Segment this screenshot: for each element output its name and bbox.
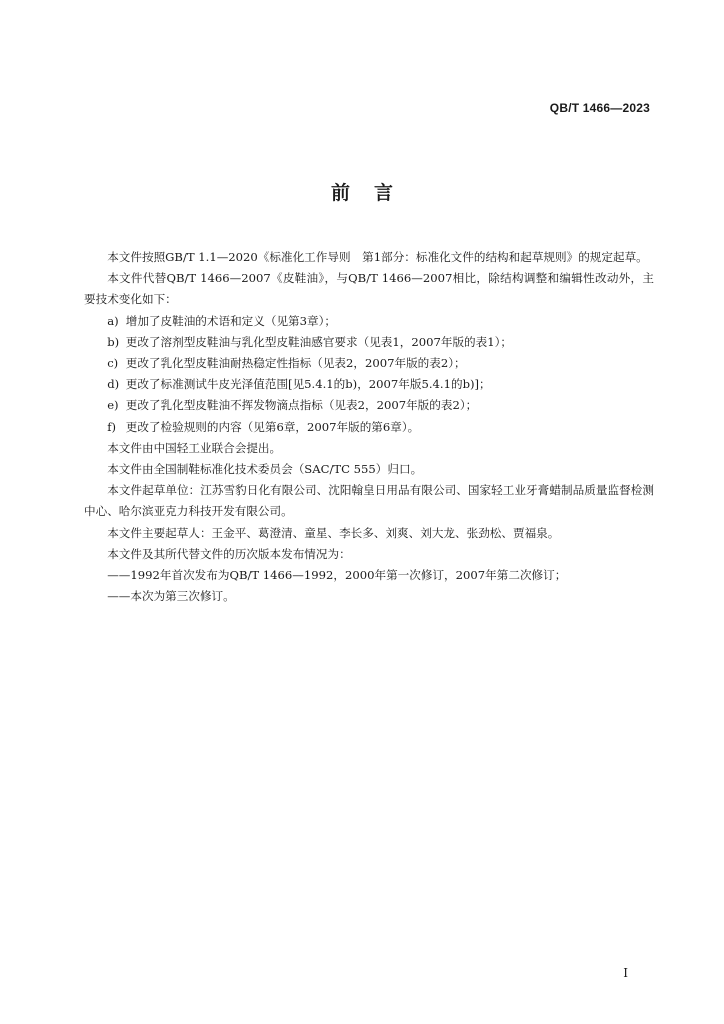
foreword-body xyxy=(84,247,654,607)
list-item xyxy=(84,332,654,353)
list-item-label: a) xyxy=(107,313,119,328)
paragraph-replacement: 本文件代替QB/T 1466—2007《皮鞋油》，与QB/T 1466—2007相比，除结构调整和编辑性改动外，主要技术变化如下： xyxy=(84,271,654,307)
list-item-label: c) xyxy=(107,356,119,371)
list-item-label: f) xyxy=(107,419,117,434)
list-item-label: b) xyxy=(107,334,120,349)
list-item-text: 更改了乳化型皮鞋油不挥发物滴点指标（见表2，2007年版的表2）； xyxy=(125,398,478,413)
list-item xyxy=(84,311,654,332)
list-item-text: 更改了乳化型皮鞋油耐热稳定性指标（见表2，2007年版的表2）； xyxy=(125,356,466,371)
list-item xyxy=(84,353,654,374)
page-title: 前言 xyxy=(330,182,417,204)
paragraph-proposed-by: 本文件由中国轻工业联合会提出。 xyxy=(107,440,282,455)
list-item-text: 增加了皮鞋油的术语和定义（见第3章）； xyxy=(125,313,336,328)
list-item-label: e) xyxy=(107,398,119,413)
paragraph-managed-by: 本文件由全国制鞋标准化技术委员会（SAC/TC 555）归口。 xyxy=(107,462,423,477)
standard-code: QB/T 1466—2023 xyxy=(549,101,650,115)
list-item xyxy=(84,417,654,438)
list-item-text: 更改了标准测试牛皮光泽值范围[见5.4.1的b)，2007年版5.4.1的b)]； xyxy=(125,377,491,392)
change-list xyxy=(84,311,654,438)
paragraph-drafting-units: 本文件起草单位：江苏雪豹日化有限公司、沈阳翰皇日用品有限公司、国家轻工业牙膏蜡制品质量监督检测中心、哈尔滨亚克力科技开发有限公司。 xyxy=(84,483,654,519)
paragraph-drafters: 本文件主要起草人：王金平、葛澄清、童星、李长多、刘爽、刘大龙、张劲松、贾福泉。 xyxy=(107,525,560,540)
list-item-text: 更改了溶剂型皮鞋油与乳化型皮鞋油感官要求（见表1，2007年版的表1）； xyxy=(125,334,513,349)
paragraph-basis: 本文件按照GB/T 1.1—2020《标准化工作导则 第1部分：标准化文件的结构和起草规则》的规定起草。 xyxy=(107,250,648,264)
history-item: ——1992年首次发布为QB/T 1466—1992，2000年第一次修订，2007年第二次修订； xyxy=(107,568,567,583)
list-item xyxy=(84,395,654,416)
paragraph-history-intro: 本文件及其所代替文件的历次版本发布情况为： xyxy=(107,546,351,561)
list-item xyxy=(84,374,654,395)
page-number: I xyxy=(623,966,628,980)
history-item: ——本次为第三次修订。 xyxy=(107,589,235,604)
list-item-text: 更改了检验规则的内容（见第6章，2007年版的第6章）。 xyxy=(125,419,420,434)
list-item-label: d) xyxy=(107,377,120,392)
